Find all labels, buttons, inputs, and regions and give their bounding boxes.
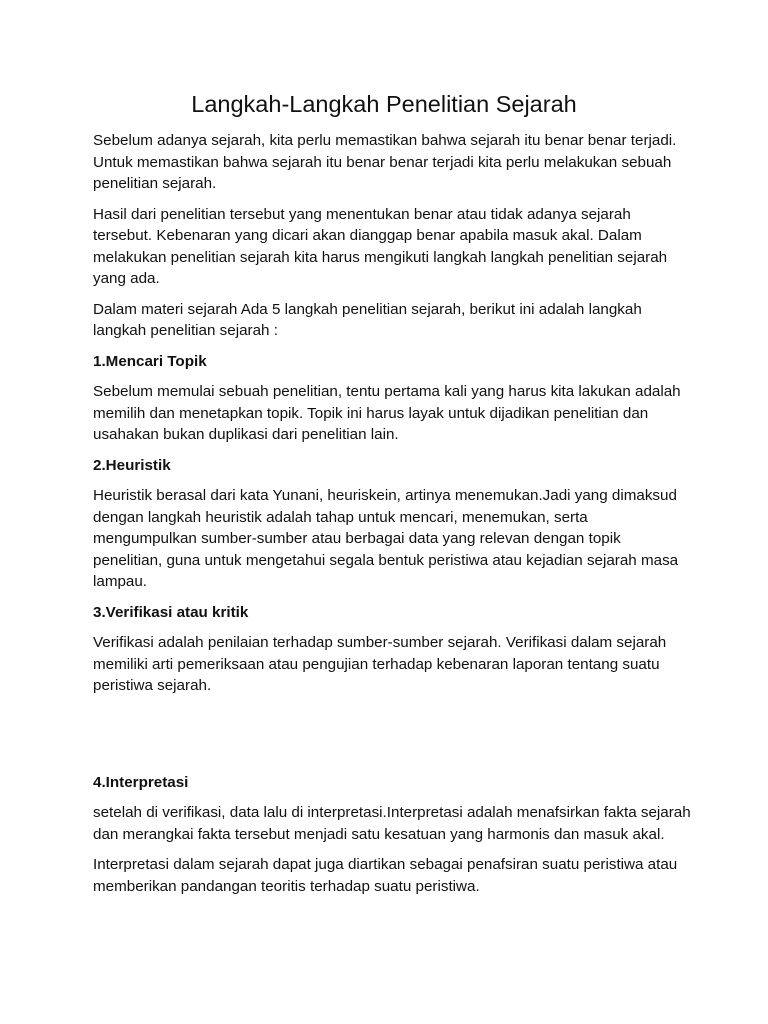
section-paragraph: Verifikasi adalah penilaian terhadap sumber-sumber sejarah. Verifikasi dalam sejarah memiliki arti pemeriksaan atau pengujian terhadap kebenaran laporan tentang suatu peristiwa sejarah. xyxy=(93,634,667,694)
section-heading: 4.Interpretasi xyxy=(93,773,189,791)
document-body xyxy=(93,130,693,906)
section-mencari-topik xyxy=(93,351,693,446)
section-heading: 2.Heuristik xyxy=(93,456,171,474)
section-interpretasi xyxy=(93,772,693,898)
section-paragraph: Interpretasi dalam sejarah dapat juga diartikan sebagai penafsiran suatu peristiwa atau memberikan pandangan teoritis terhadap suatu peristiwa. xyxy=(93,856,678,895)
section-verifikasi xyxy=(93,602,693,697)
blank-space xyxy=(93,706,693,772)
section-heading: 1.Mencari Topik xyxy=(93,352,207,370)
intro-paragraph-2: Hasil dari penelitian tersebut yang menentukan benar atau tidak adanya sejarah tersebut. Kebenaran yang dicari akan dianggap benar apabila masuk akal. Dalam melakukan penelitian sejarah kita harus mengikuti langkah langkah penelitian sejarah yang ada. xyxy=(93,205,668,287)
section-heading: 3.Verifikasi atau kritik xyxy=(93,603,249,621)
document-title: Langkah-Langkah Penelitian Sejarah xyxy=(191,91,577,117)
section-paragraph: Heuristik berasal dari kata Yunani, heuriskein, artinya menemukan.Jadi yang dimaksud dengan langkah heuristik adalah tahap untuk mencari, menemukan, serta mengumpulkan sumber-sumber atau berbagai data yang relevan dengan topik penelitian, guna untuk mengetahui segala bentuk peristiwa atau kejadian sejarah masa lampau. xyxy=(93,487,679,590)
section-paragraph: Sebelum memulai sebuah penelitian, tentu pertama kali yang harus kita lakukan adalah memilih dan menetapkan topik. Topik ini harus layak untuk dijadikan penelitian dan usahakan bukan duplikasi dari penelitian lain. xyxy=(93,383,681,443)
section-heuristik xyxy=(93,455,693,593)
section-paragraph: setelah di verifikasi, data lalu di interpretasi.Interpretasi adalah menafsirkan fakta sejarah dan merangkai fakta tersebut menjadi satu kesatuan yang harmonis dan masuk akal. xyxy=(93,804,691,843)
intro-paragraph-1: Sebelum adanya sejarah, kita perlu memastikan bahwa sejarah itu benar benar terjadi. Untuk memastikan bahwa sejarah itu benar benar terjadi kita perlu melakukan sebuah penelitian sejarah. xyxy=(93,132,677,192)
intro-paragraph-3: Dalam materi sejarah Ada 5 langkah penelitian sejarah, berikut ini adalah langkah langkah penelitian sejarah : xyxy=(93,300,642,339)
